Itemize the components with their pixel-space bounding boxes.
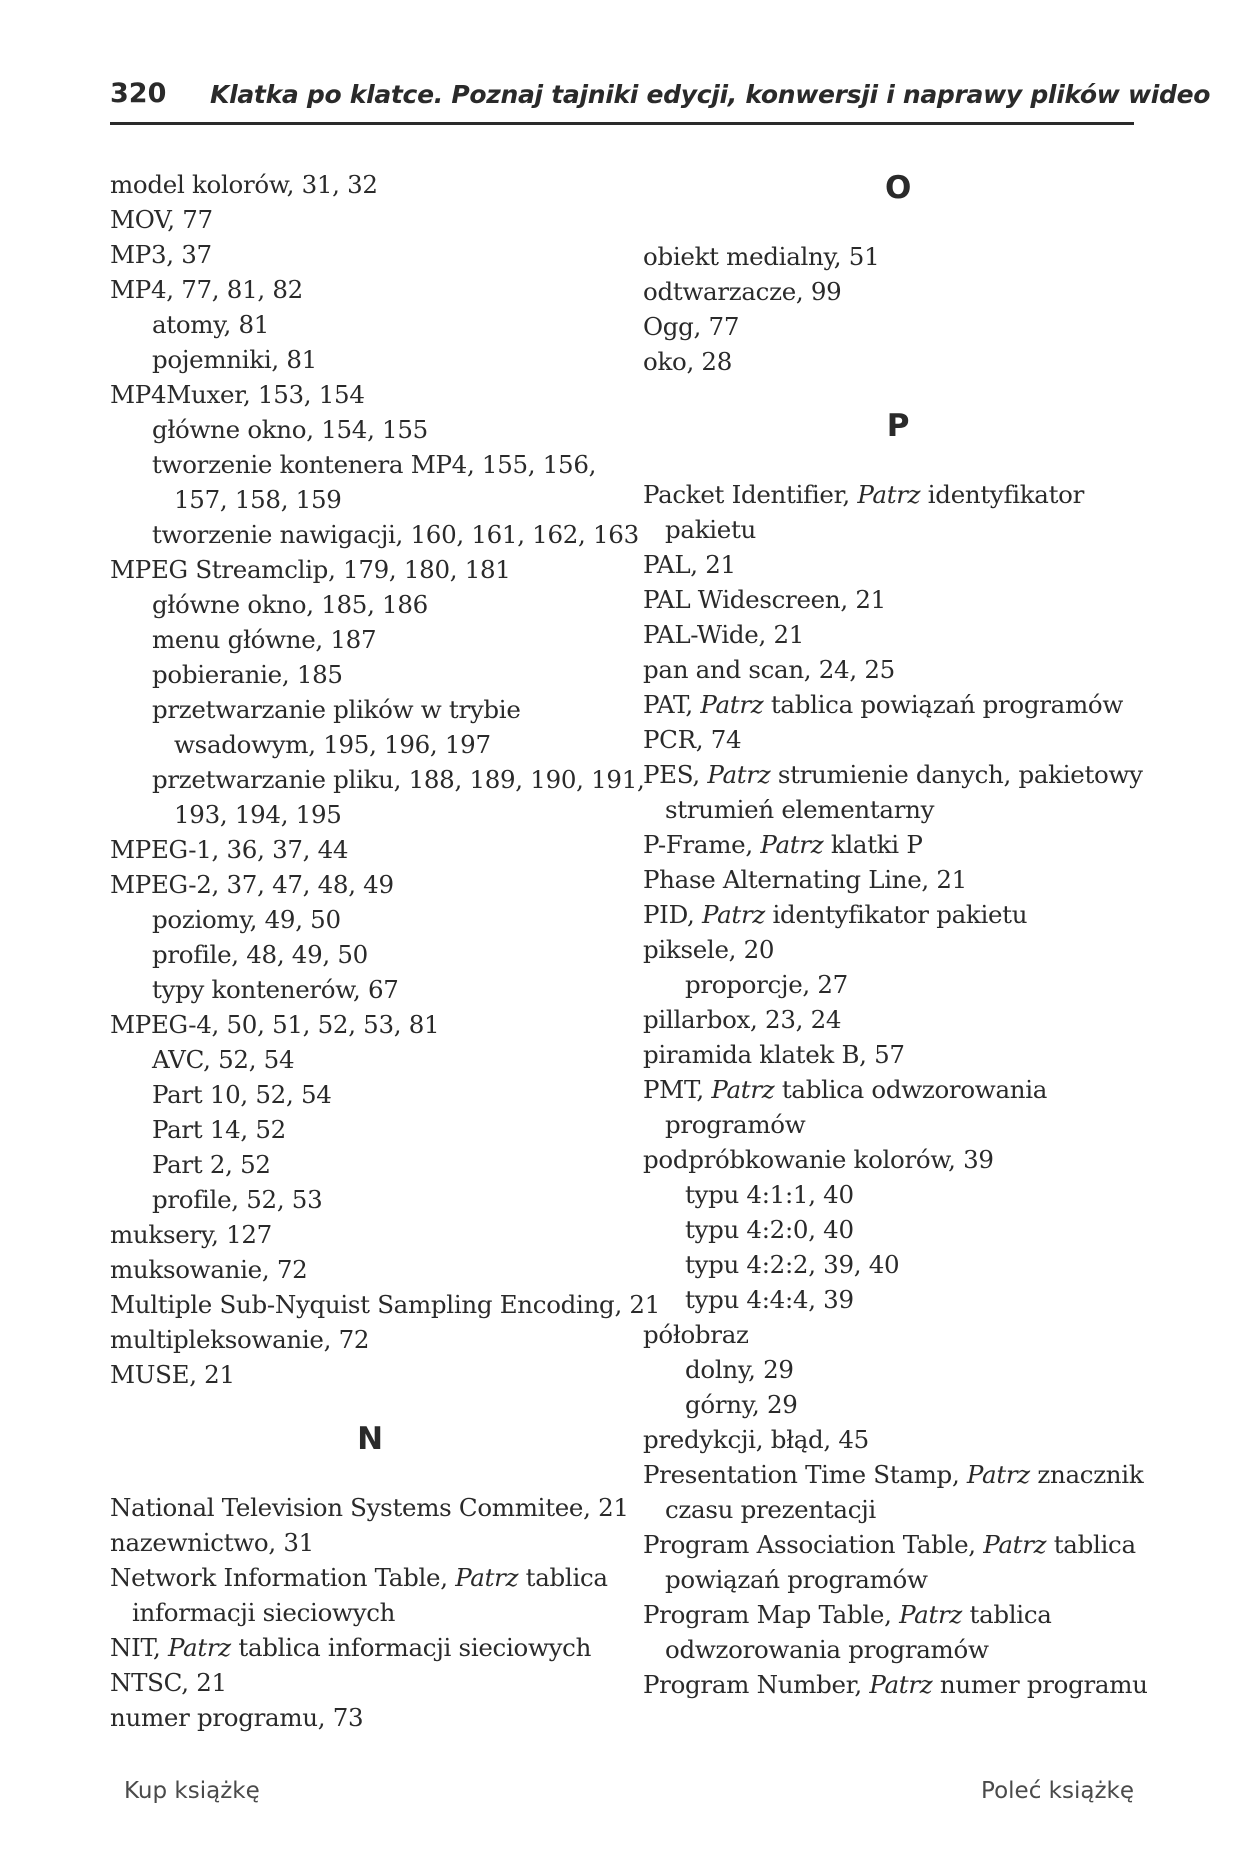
index-entry: poziomy, 49, 50 xyxy=(152,905,341,934)
index-entry: czasu prezentacji xyxy=(665,1495,876,1524)
index-entry: programów xyxy=(665,1110,806,1139)
index-entry: PAL-Wide, 21 xyxy=(643,620,805,649)
entry-target: numer programu xyxy=(932,1670,1148,1699)
see-reference: Patrz xyxy=(869,1670,933,1699)
entry-target: identyfikator pakietu xyxy=(764,900,1028,929)
index-entry xyxy=(643,1667,1153,1702)
entry-term: PMT, xyxy=(643,1075,712,1104)
see-reference: Patrz xyxy=(167,1633,231,1662)
see-reference: Patrz xyxy=(983,1530,1047,1559)
index-entry: MP3, 37 xyxy=(110,240,212,269)
index-entry: muksery, 127 xyxy=(110,1220,272,1249)
index-entry: PAL, 21 xyxy=(643,550,736,579)
index-entry xyxy=(643,1457,1153,1492)
entry-target: klatki P xyxy=(823,830,923,859)
see-reference: Patrz xyxy=(760,830,824,859)
entry-target: tablica xyxy=(518,1563,608,1592)
index-entry: główne okno, 185, 186 xyxy=(152,590,428,619)
index-entry xyxy=(643,1072,1153,1107)
entry-target: tablica xyxy=(962,1600,1052,1629)
page-number: 320 xyxy=(110,78,167,109)
buy-book-link[interactable]: Kup książkę xyxy=(124,1778,260,1804)
index-entry: MPEG-2, 37, 47, 48, 49 xyxy=(110,870,394,899)
index-entry: National Television Systems Commitee, 21 xyxy=(110,1493,629,1522)
book-title: Klatka po klatce. Poznaj tajniki edycji, konwersji i naprawy plików wideo xyxy=(210,80,1211,109)
index-entry: multipleksowanie, 72 xyxy=(110,1325,370,1354)
index-entry xyxy=(110,1630,630,1665)
index-entry: 193, 194, 195 xyxy=(174,800,342,829)
index-entry: nazewnictwo, 31 xyxy=(110,1528,314,1557)
section-letter: O xyxy=(884,170,912,206)
index-entry: typu 4:2:0, 40 xyxy=(685,1215,854,1244)
entry-term: Program Map Table, xyxy=(643,1600,900,1629)
index-entry xyxy=(643,897,1153,932)
index-entry: pan and scan, 24, 25 xyxy=(643,655,895,684)
index-entry: odtwarzacze, 99 xyxy=(643,277,842,306)
recommend-book-link[interactable]: Poleć książkę xyxy=(981,1778,1134,1804)
index-entry: proporcje, 27 xyxy=(685,970,848,999)
see-reference: Patrz xyxy=(966,1460,1030,1489)
entry-term: P-Frame, xyxy=(643,830,761,859)
entry-term: Program Association Table, xyxy=(643,1530,984,1559)
index-entry: piksele, 20 xyxy=(643,935,775,964)
see-reference: Patrz xyxy=(702,900,765,929)
see-reference: Patrz xyxy=(899,1600,963,1629)
entry-term: Network Information Table, xyxy=(110,1563,456,1592)
index-entry: odwzorowania programów xyxy=(665,1635,989,1664)
entry-term: PID, xyxy=(643,900,703,929)
index-entry: oko, 28 xyxy=(643,347,732,376)
index-entry: Part 2, 52 xyxy=(152,1150,271,1179)
index-entry: wsadowym, 195, 196, 197 xyxy=(174,730,491,759)
index-entry: przetwarzanie plików w trybie xyxy=(152,695,521,724)
entry-target: strumienie danych, pakietowy xyxy=(770,760,1143,789)
index-entry xyxy=(110,1560,630,1595)
index-entry xyxy=(643,827,1153,862)
index-entry: menu główne, 187 xyxy=(152,625,377,654)
index-entry xyxy=(643,687,1153,722)
entry-target: znacznik xyxy=(1029,1460,1144,1489)
entry-target: identyfikator xyxy=(920,480,1085,509)
index-entry: pillarbox, 23, 24 xyxy=(643,1005,842,1034)
index-entry: NTSC, 21 xyxy=(110,1668,227,1697)
index-entry: tworzenie nawigacji, 160, 161, 162, 163 xyxy=(152,520,639,549)
index-entry: predykcji, błąd, 45 xyxy=(643,1425,869,1454)
index-entry: PCR, 74 xyxy=(643,725,742,754)
index-entry: MOV, 77 xyxy=(110,205,213,234)
index-entry: model kolorów, 31, 32 xyxy=(110,170,378,199)
page-header xyxy=(110,78,1211,125)
entry-target: tablica xyxy=(1046,1530,1136,1559)
index-entry: MP4, 77, 81, 82 xyxy=(110,275,303,304)
index-entry: MPEG-4, 50, 51, 52, 53, 81 xyxy=(110,1010,440,1039)
index-entry: Phase Alternating Line, 21 xyxy=(643,865,967,894)
see-reference: Patrz xyxy=(711,1075,775,1104)
index-entry: górny, 29 xyxy=(685,1390,798,1419)
index-entry: dolny, 29 xyxy=(685,1355,794,1384)
index-entry: Part 10, 52, 54 xyxy=(152,1080,332,1109)
entry-term: Program Number, xyxy=(643,1670,870,1699)
index-entry: informacji sieciowych xyxy=(132,1598,396,1627)
index-entry: typu 4:1:1, 40 xyxy=(685,1180,854,1209)
index-entry: Multiple Sub-Nyquist Sampling Encoding, 21 xyxy=(110,1290,660,1319)
entry-target: tablica informacji sieciowych xyxy=(230,1633,592,1662)
index-entry: typu 4:4:4, 39 xyxy=(685,1285,854,1314)
index-entry: półobraz xyxy=(643,1320,749,1349)
index-entry: MPEG Streamclip, 179, 180, 181 xyxy=(110,555,511,584)
index-entry xyxy=(643,757,1153,792)
index-entry xyxy=(643,1527,1153,1562)
index-entry: muksowanie, 72 xyxy=(110,1255,308,1284)
index-entry: typu 4:2:2, 39, 40 xyxy=(685,1250,900,1279)
entry-term: PAT, xyxy=(643,690,701,719)
section-letter: P xyxy=(886,408,910,444)
index-column-left xyxy=(110,167,660,1735)
index-entry: profile, 48, 49, 50 xyxy=(152,940,368,969)
index-entry: 157, 158, 159 xyxy=(174,485,342,514)
index-entry: piramida klatek B, 57 xyxy=(643,1040,905,1069)
see-reference: Patrz xyxy=(707,760,771,789)
entry-term: Packet Identifier, xyxy=(643,480,858,509)
index-entry: MP4Muxer, 153, 154 xyxy=(110,380,365,409)
index-entry: numer programu, 73 xyxy=(110,1703,364,1732)
index-entry: MPEG-1, 36, 37, 44 xyxy=(110,835,349,864)
index-entry: MUSE, 21 xyxy=(110,1360,235,1389)
index-entry xyxy=(643,1597,1153,1632)
index-entry: pakietu xyxy=(665,515,756,544)
section-letter: N xyxy=(357,1421,383,1457)
index-entry: strumień elementarny xyxy=(665,795,935,824)
entry-target: tablica powiązań programów xyxy=(763,690,1124,719)
entry-term: Presentation Time Stamp, xyxy=(643,1460,967,1489)
index-entry: główne okno, 154, 155 xyxy=(152,415,428,444)
index-entry: powiązań programów xyxy=(665,1565,928,1594)
index-entry: atomy, 81 xyxy=(152,310,270,339)
index-entry: AVC, 52, 54 xyxy=(152,1045,295,1074)
index-entry: profile, 52, 53 xyxy=(152,1185,323,1214)
entry-term: PES, xyxy=(643,760,708,789)
index-entry: podpróbkowanie kolorów, 39 xyxy=(643,1145,994,1174)
index-entry: PAL Widescreen, 21 xyxy=(643,585,886,614)
index-entry: typy kontenerów, 67 xyxy=(152,975,399,1004)
index-entry: przetwarzanie pliku, 188, 189, 190, 191, xyxy=(152,765,645,794)
index-entry: pojemniki, 81 xyxy=(152,345,317,374)
index-entry xyxy=(643,477,1153,512)
index-entry: pobieranie, 185 xyxy=(152,660,343,689)
entry-target: tablica odwzorowania xyxy=(774,1075,1048,1104)
see-reference: Patrz xyxy=(857,480,921,509)
see-reference: Patrz xyxy=(455,1563,519,1592)
index-entry: Part 14, 52 xyxy=(152,1115,286,1144)
index-column-right xyxy=(643,167,1153,1702)
see-reference: Patrz xyxy=(700,690,764,719)
index-entry: obiekt medialny, 51 xyxy=(643,242,880,271)
index-entry: Ogg, 77 xyxy=(643,312,740,341)
index-entry: tworzenie kontenera MP4, 155, 156, xyxy=(152,450,597,479)
entry-term: NIT, xyxy=(110,1633,168,1662)
